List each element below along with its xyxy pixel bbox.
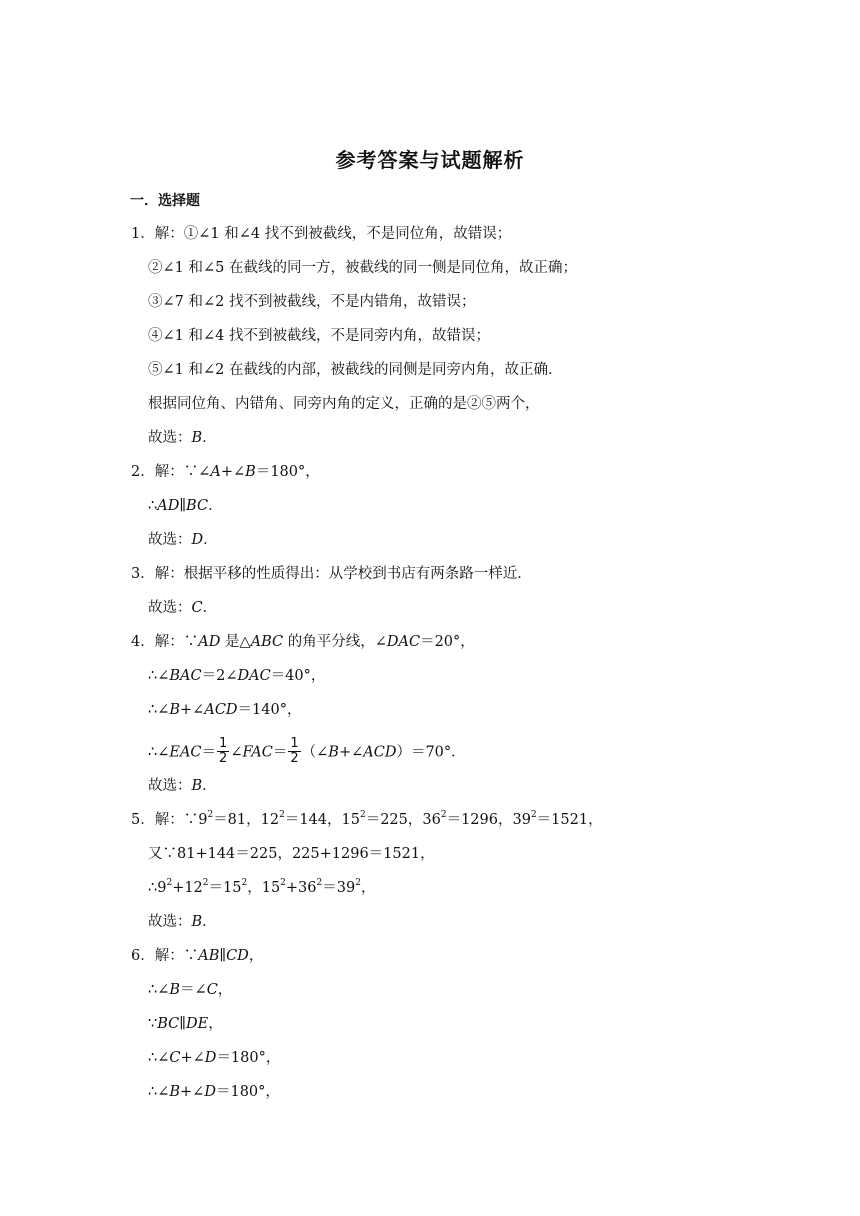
line-text: ∴∠ (148, 702, 170, 718)
math-variable: ACD (363, 744, 397, 761)
line-text: 4．解：∵ (131, 634, 199, 650)
superscript: 2 (440, 810, 447, 821)
solution-line (148, 530, 218, 550)
solution-line (131, 462, 320, 482)
solution-line (131, 632, 475, 652)
line-text: ＝2∠ (201, 668, 238, 684)
math-variable: B (169, 702, 181, 718)
line-text: ③∠7 和∠2 找不到被截线，不是内错角，故错误； (148, 294, 476, 310)
solution-line (148, 258, 577, 278)
line-text: ＝180°， (215, 1084, 280, 1100)
line-text: ＝180°， (216, 1050, 281, 1066)
math-variable: AB (198, 948, 220, 964)
line-text: ＝144，15 (284, 812, 360, 828)
line-text: ＝∠ (180, 982, 207, 998)
solution-line (148, 326, 490, 346)
line-text: 1．解：①∠1 和∠4 找不到被截线，不是同位角，故错误； (131, 226, 512, 242)
solution-line (131, 564, 532, 584)
line-text: （∠ (301, 744, 329, 761)
solution-line (148, 700, 301, 720)
line-text: ∴9 (148, 880, 167, 896)
superscript: 2 (359, 810, 366, 821)
line-text: ． (203, 532, 218, 548)
line-text: +∠ (220, 464, 246, 480)
line-text: ∵ (148, 1016, 158, 1032)
math-variable: AD (157, 498, 180, 514)
line-text: ＝81，12 (213, 812, 280, 828)
line-text: ＝39 (322, 880, 356, 896)
line-text: 故选： (148, 600, 192, 616)
math-variable: D (191, 532, 204, 548)
math-variable: DAC (237, 668, 271, 684)
line-text: ∥ (179, 1016, 186, 1032)
line-text: ∴∠ (148, 1050, 170, 1066)
solution-line (148, 292, 475, 312)
line-text: +∠ (180, 1084, 205, 1100)
line-text: ＝225，36 (365, 812, 441, 828)
line-text: ． (208, 498, 223, 514)
solution-line (148, 666, 325, 686)
solution-line (148, 1082, 280, 1102)
superscript: 2 (530, 810, 537, 821)
solution-line (148, 878, 375, 898)
superscript: 2 (241, 878, 248, 889)
line-text: ∠ (230, 744, 243, 761)
line-text: ∴∠ (148, 668, 170, 684)
solution-line (131, 224, 511, 244)
line-text: ， (360, 880, 376, 896)
line-text: ∴∠ (148, 982, 170, 998)
line-text: ②∠1 和∠5 在截线的同一方，被截线的同一侧是同位角，故正确； (148, 260, 577, 276)
line-text: 2．解：∵∠ (131, 464, 211, 480)
solution-line (148, 980, 232, 1000)
solution-line (148, 598, 217, 618)
math-variable: B (328, 744, 339, 761)
math-variable: B (245, 464, 256, 480)
line-text: ＝180°， (255, 464, 320, 480)
math-variable: B (169, 1084, 181, 1100)
math-variable: ABC (250, 634, 284, 650)
line-text: 3．解：根据平移的性质得出：从学校到书店有两条路一样近． (131, 566, 532, 582)
line-text: 故选： (148, 430, 192, 446)
section-heading: 一．选择题 (130, 193, 200, 209)
line-text: +12 (172, 880, 203, 896)
line-text: ＝1296，39 (446, 812, 531, 828)
solution-line (148, 738, 466, 767)
math-variable: DAC (386, 634, 421, 650)
math-variable: EAC (169, 744, 202, 761)
math-variable: DE (185, 1016, 209, 1032)
line-text: ，15 (247, 880, 281, 896)
page-title: 参考答案与试题解析 (335, 148, 525, 172)
line-text: 是△ (220, 634, 251, 650)
superscript: 2 (279, 810, 285, 821)
line-text: ， (208, 1016, 223, 1032)
math-variable: B (191, 914, 203, 930)
math-variable: AD (198, 634, 221, 650)
line-text: ④∠1 和∠4 找不到被截线，不是同旁内角，故错误； (148, 328, 490, 344)
line-text: ． (202, 600, 218, 616)
line-text: 6．解：∵ (131, 948, 199, 964)
solution-line (148, 394, 540, 414)
math-variable: B (191, 430, 203, 446)
line-text: +∠ (180, 1050, 205, 1066)
fraction-denominator: 2 (219, 751, 228, 766)
solution-line (131, 946, 263, 966)
line-text: ＝ (201, 744, 217, 761)
line-text: ． (202, 430, 217, 446)
math-variable: B (169, 982, 181, 998)
solution-line (148, 1014, 223, 1034)
fraction-denominator: 2 (290, 751, 299, 766)
line-text: ＝20°， (420, 634, 475, 650)
line-text: ＝ (272, 744, 288, 761)
solution-line (148, 912, 217, 932)
superscript: 2 (166, 878, 173, 889)
math-variable: B (191, 778, 203, 794)
math-variable: ACD (204, 702, 238, 718)
line-text: ）＝70°． (396, 744, 466, 761)
line-text: ＝140°， (237, 702, 302, 718)
line-text: +∠ (180, 702, 205, 718)
line-text: +36 (285, 880, 317, 896)
math-variable: BC (186, 498, 209, 514)
line-text: ， (217, 982, 233, 998)
math-variable: A (210, 464, 221, 480)
solution-line (148, 844, 435, 864)
fraction (288, 737, 300, 766)
solution-line (148, 360, 562, 380)
superscript: 2 (316, 878, 323, 889)
line-text: 根据同位角、内错角、同旁内角的定义，正确的是②⑤两个， (148, 396, 540, 412)
line-text: ， (248, 948, 264, 964)
math-variable: C (191, 600, 203, 616)
fraction-numerator: 1 (290, 736, 299, 751)
math-variable: D (204, 1050, 217, 1066)
math-variable: C (169, 1050, 181, 1066)
line-text: ∴∠ (148, 744, 170, 761)
math-variable: BAC (169, 668, 202, 684)
solution-line (148, 496, 223, 516)
solution-line (131, 810, 603, 830)
math-variable: D (204, 1084, 216, 1100)
line-text: 故选： (148, 778, 192, 794)
line-text: 的角平分线，∠ (283, 634, 387, 650)
line-text: ． (202, 778, 217, 794)
solution-line (148, 428, 217, 448)
solution-line (148, 1048, 280, 1068)
superscript: 2 (202, 878, 209, 889)
line-text: ． (202, 914, 217, 930)
superscript: 2 (355, 878, 361, 889)
line-text: ∥ (179, 498, 187, 514)
line-text: ∥ (219, 948, 227, 964)
solution-line (148, 776, 217, 796)
line-text: 故选： (148, 532, 192, 548)
line-text: ⑤∠1 和∠2 在截线的内部，被截线的同侧是同旁内角，故正确． (148, 362, 563, 378)
math-variable: C (206, 982, 218, 998)
superscript: 2 (280, 878, 286, 889)
line-text: ∴∠ (148, 1084, 170, 1100)
line-text: 又∵81+144＝225，225+1296＝1521， (148, 846, 435, 862)
line-text: 故选： (148, 914, 192, 930)
fraction-numerator: 1 (219, 736, 228, 751)
line-text: ＝1521， (536, 812, 603, 828)
math-variable: FAC (242, 744, 273, 761)
superscript: 2 (207, 810, 214, 821)
fraction (217, 737, 229, 766)
line-text: ＝40°， (270, 668, 326, 684)
line-text: ＝15 (208, 880, 242, 896)
line-text: +∠ (338, 744, 364, 761)
math-variable: CD (226, 948, 249, 964)
line-text: 5．解：∵9 (131, 812, 208, 828)
line-text: ∴ (148, 498, 158, 514)
math-variable: BC (157, 1016, 180, 1032)
